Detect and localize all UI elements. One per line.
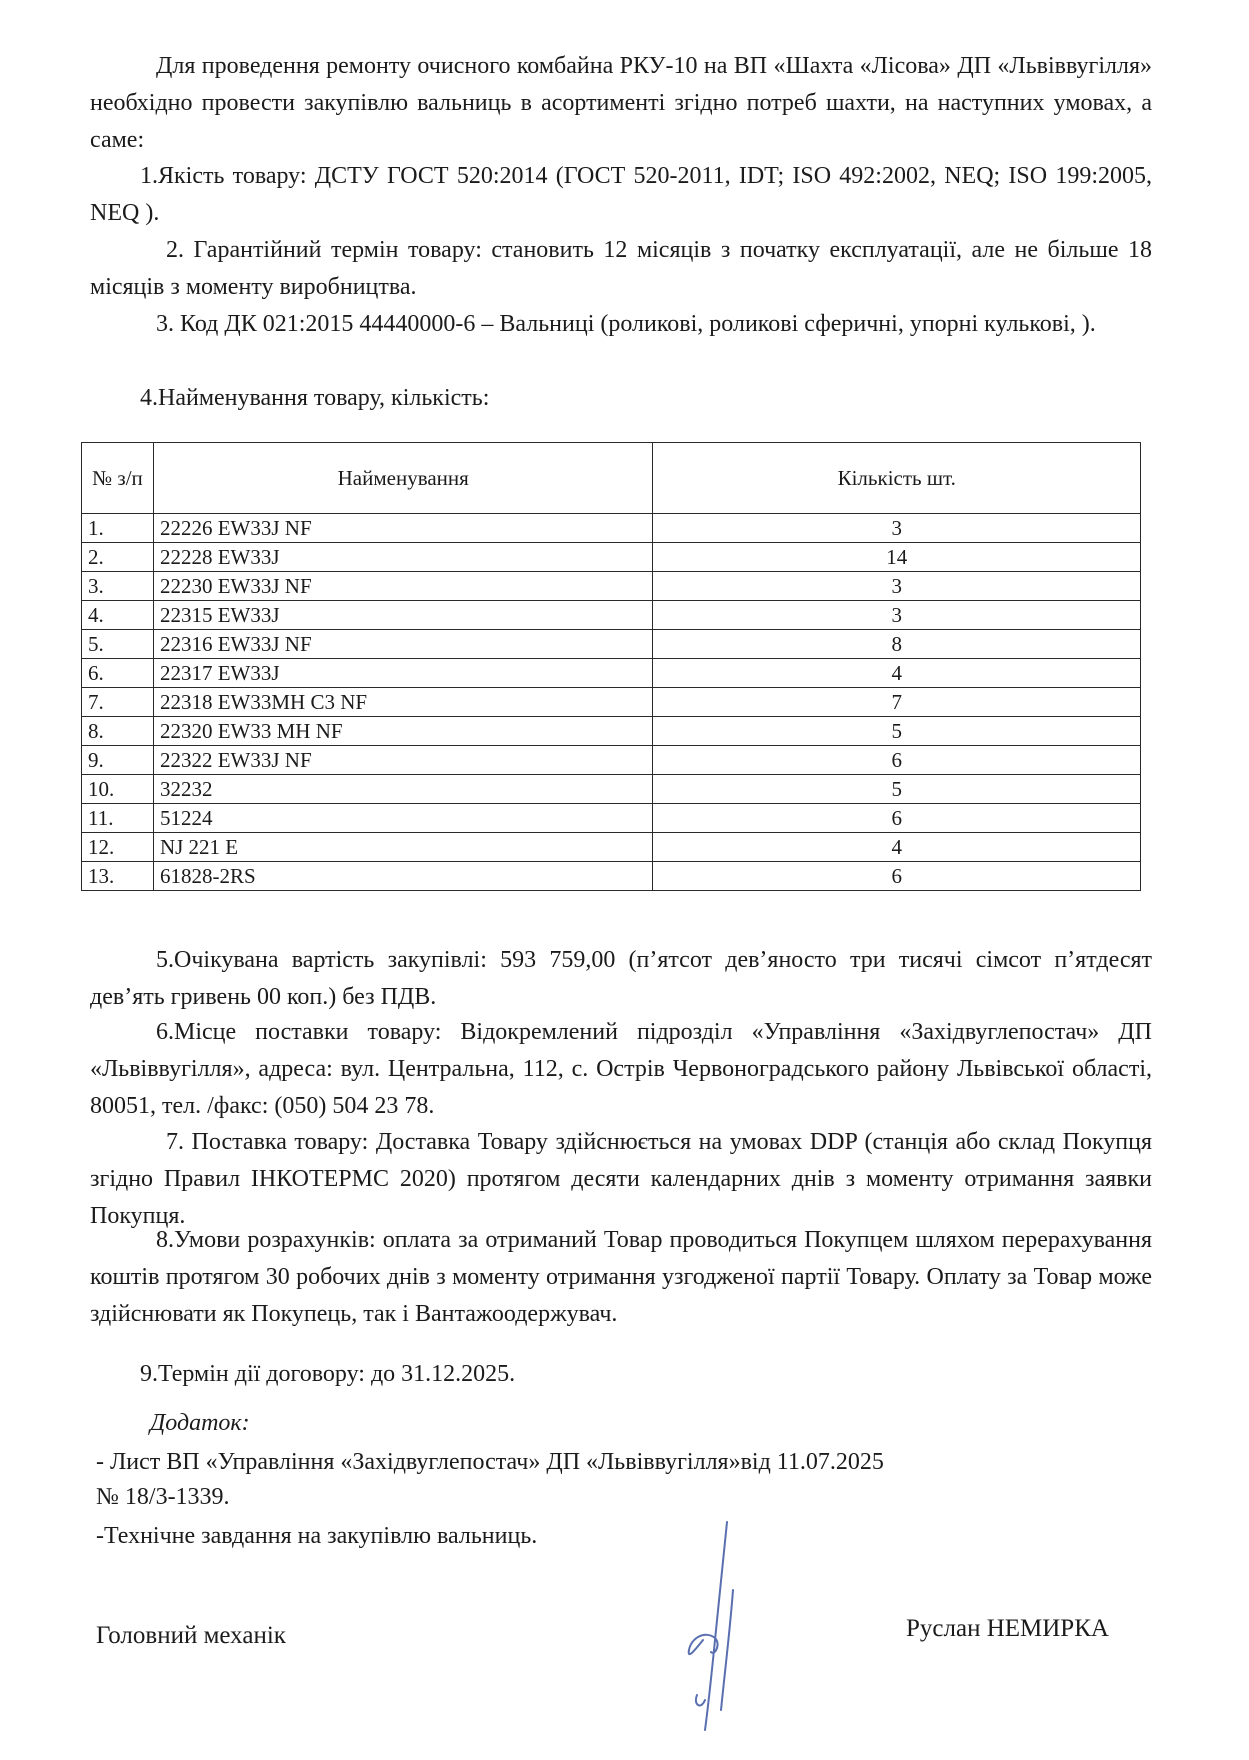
table-row: [82, 717, 1141, 746]
row-name: 22228 EW33J: [153, 543, 653, 572]
row-name: 22322 EW33J NF: [153, 746, 653, 775]
row-name: 22226 EW33J NF: [153, 514, 653, 543]
attachment-item-1-line-1: - Лист ВП «Управління «Західвуглепостач» ДП «Львіввугілля»від 11.07.2025: [96, 1449, 884, 1475]
table-row: [82, 804, 1141, 833]
signatory-position: Головний механік: [96, 1622, 286, 1649]
row-num: 2.: [82, 543, 154, 572]
clause-1: 1.Якість товару: ДСТУ ГОСТ 520:2014 (ГОСТ 520-2011, IDT; ISO 492:2002, NEQ; ISO 199:2005, NEQ ).: [90, 163, 1152, 226]
clause-3: 3. Код ДК 021:2015 44440000-6 – Вальниці (роликові, роликові сферичні, упорні кулькові, ).: [156, 311, 1096, 337]
signatory-name: Руслан НЕМИРКА: [906, 1615, 1109, 1642]
attachment-item-2: -Технічне завдання на закупівлю вальниць.: [96, 1523, 538, 1549]
clause-5: 5.Очікувана вартість закупівлі: 593 759,00 (п’ятсот дев’яносто три тисячі сімсот п’ятдесят дев’ять гривень 00 коп.) без ПДВ.: [90, 947, 1152, 1010]
row-num: 13.: [82, 862, 154, 891]
items-table: [81, 442, 1141, 891]
row-name: NJ 221 E: [153, 833, 653, 862]
row-name: 22315 EW33J: [153, 601, 653, 630]
clause-6: 6.Місце поставки товару: Відокремлений підрозділ «Управління «Західвуглепостач» ДП «Львіввугілля», адреса: вул. Центральна, 112, с. Острів Червоноградського району Львівської області, 80051, тел. /факс: (050) 504 23 78.: [90, 1019, 1152, 1119]
intro-paragraph: Для проведення ремонту очисного комбайна РКУ-10 на ВП «Шахта «Лісова» ДП «Львіввугілля» необхідно провести закупівлю вальниць в асортименті згідно потреб шахти, на наступних умовах, а саме:: [90, 53, 1152, 153]
table-row: [82, 630, 1141, 659]
table-row: [82, 833, 1141, 862]
row-name: 22317 EW33J: [153, 659, 653, 688]
row-qty: 7: [653, 688, 1141, 717]
header-num: № з/п: [82, 443, 154, 514]
table-row: [82, 746, 1141, 775]
attachment-item-1-line-2: № 18/3-1339.: [96, 1484, 230, 1510]
table-header-row: [82, 443, 1141, 514]
row-num: 6.: [82, 659, 154, 688]
row-num: 8.: [82, 717, 154, 746]
row-name: 22316 EW33J NF: [153, 630, 653, 659]
table-row: [82, 572, 1141, 601]
table-row: [82, 862, 1141, 891]
row-name: 51224: [153, 804, 653, 833]
attachment-title: Додаток:: [150, 1410, 250, 1436]
row-qty: 5: [653, 775, 1141, 804]
row-name: 22230 EW33J NF: [153, 572, 653, 601]
row-num: 12.: [82, 833, 154, 862]
header-name: Найменування: [153, 443, 653, 514]
table-row: [82, 688, 1141, 717]
clause-2: 2. Гарантійний термін товару: становить 12 місяців з початку експлуатації, але не більше 18 місяців з моменту виробництва.: [90, 237, 1152, 300]
table-row: [82, 775, 1141, 804]
row-qty: 5: [653, 717, 1141, 746]
row-qty: 3: [653, 514, 1141, 543]
row-qty: 8: [653, 630, 1141, 659]
row-qty: 14: [653, 543, 1141, 572]
row-num: 5.: [82, 630, 154, 659]
table-row: [82, 514, 1141, 543]
row-num: 10.: [82, 775, 154, 804]
row-qty: 3: [653, 601, 1141, 630]
header-qty: Кількість шт.: [653, 443, 1141, 514]
row-num: 9.: [82, 746, 154, 775]
clause-8: 8.Умови розрахунків: оплата за отриманий Товар проводиться Покупцем шляхом перерахування коштів протягом 30 робочих днів з моменту отримання узгодженої партії Товару. Оплату за Товар може здійснювати як Покупець, так і Вантажоодержувач.: [90, 1227, 1152, 1327]
row-name: 22318 EW33MH C3 NF: [153, 688, 653, 717]
table-row: [82, 601, 1141, 630]
signature-stroke: [689, 1522, 733, 1730]
row-qty: 4: [653, 659, 1141, 688]
row-num: 1.: [82, 514, 154, 543]
row-qty: 6: [653, 746, 1141, 775]
clause-4: 4.Найменування товару, кількість:: [140, 385, 490, 411]
row-num: 4.: [82, 601, 154, 630]
row-name: 61828-2RS: [153, 862, 653, 891]
row-num: 7.: [82, 688, 154, 717]
clause-9: 9.Термін дії договору: до 31.12.2025.: [140, 1361, 516, 1387]
row-qty: 6: [653, 804, 1141, 833]
clause-7: 7. Поставка товару: Доставка Товару здійснюється на умовах DDP (станція або склад Покупця згідно Правил ІНКОТЕРМС 2020) протягом десяти календарних днів з моменту отримання заявки Покупця.: [90, 1129, 1152, 1229]
table-row: [82, 543, 1141, 572]
row-qty: 6: [653, 862, 1141, 891]
row-num: 11.: [82, 804, 154, 833]
row-qty: 4: [653, 833, 1141, 862]
row-num: 3.: [82, 572, 154, 601]
row-name: 32232: [153, 775, 653, 804]
table-row: [82, 659, 1141, 688]
row-name: 22320 EW33 MH NF: [153, 717, 653, 746]
row-qty: 3: [653, 572, 1141, 601]
handwritten-signature: [675, 1520, 755, 1760]
